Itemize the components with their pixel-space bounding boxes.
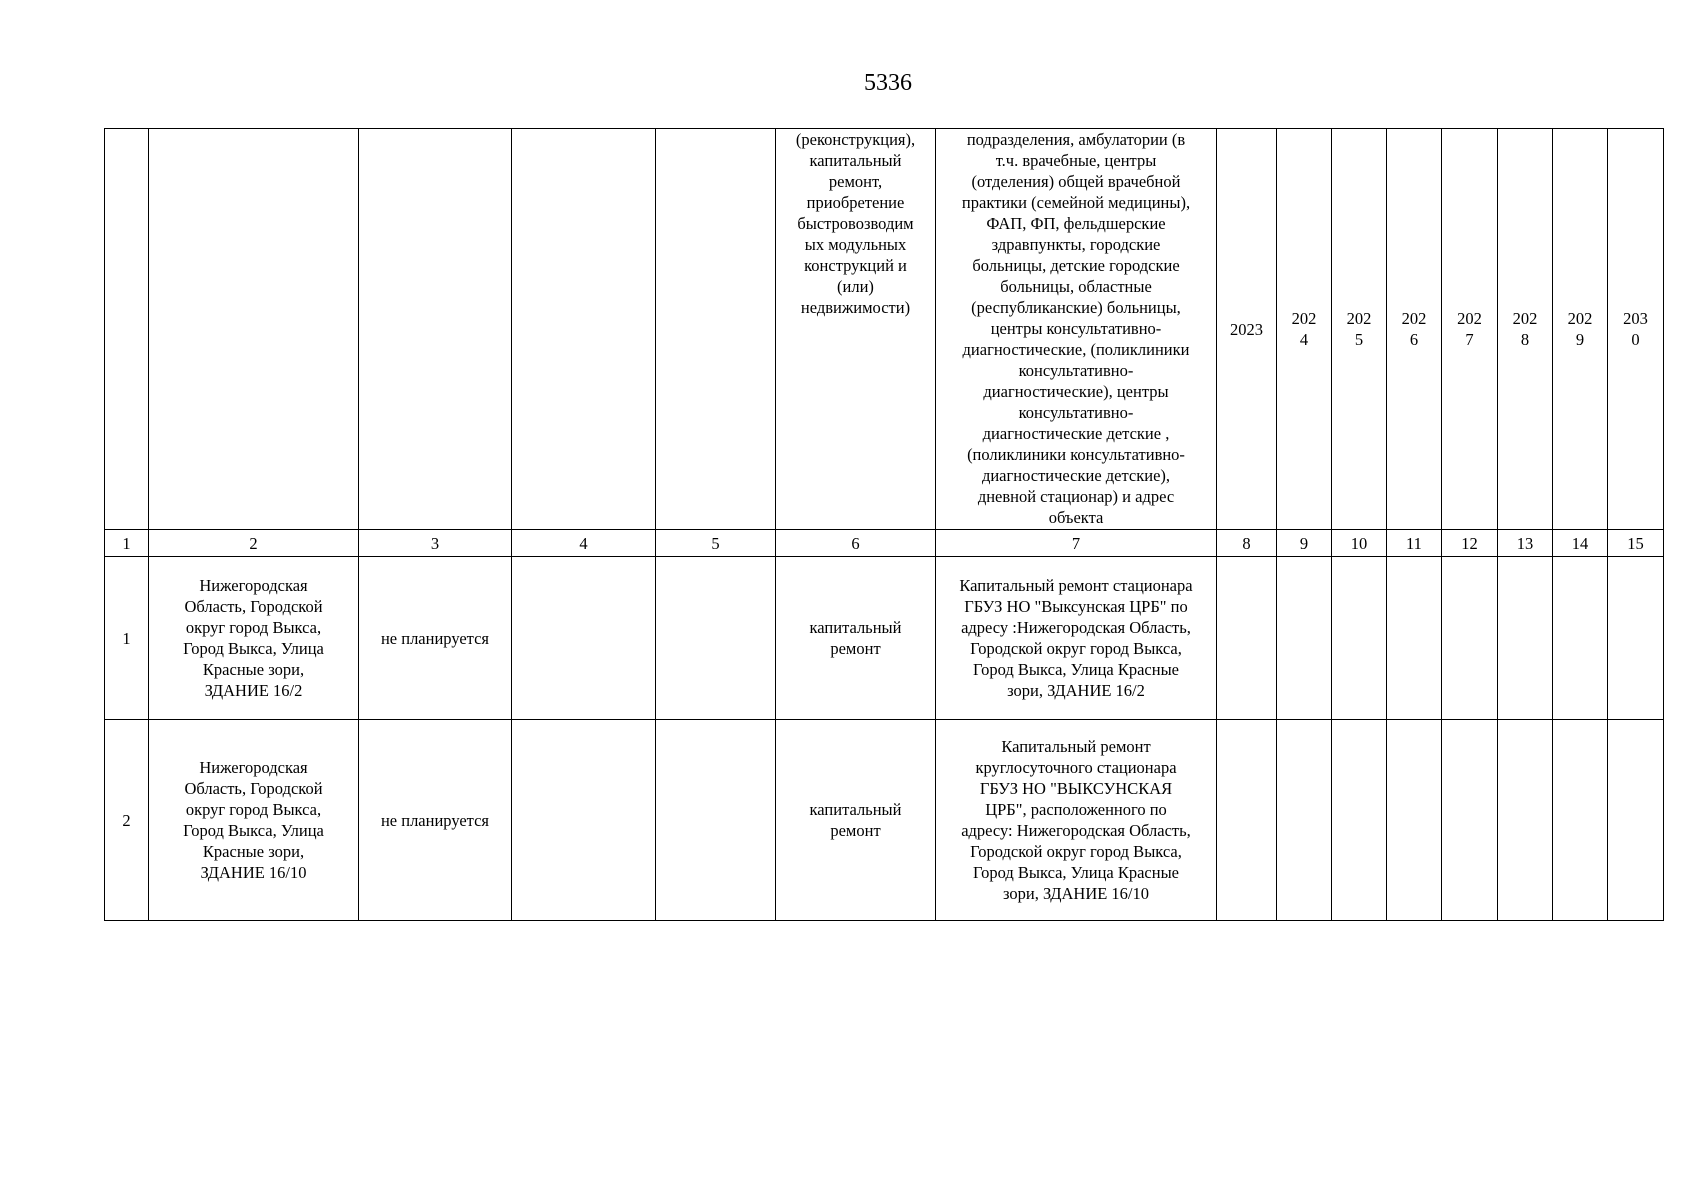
column-number: 3 — [359, 530, 512, 557]
description-cell: Капитальный ремонт круглосуточного стационара ГБУЗ НО "ВЫКСУНСКАЯ ЦРБ", расположенного по адресу: Нижегородская Область, Городской округ город Выкса, Город Выкса, Улица Красные зори, ЗДАНИЕ 16/10 — [936, 720, 1217, 921]
column-number: 1 — [105, 530, 149, 557]
column-number: 15 — [1608, 530, 1664, 557]
column-number: 2 — [149, 530, 359, 557]
header-cell-4 — [512, 129, 656, 530]
column-number-row — [105, 530, 1664, 557]
plan-cell: не планируется — [359, 720, 512, 921]
header-year-cell: 202 7 — [1442, 129, 1498, 530]
year-cell — [1387, 557, 1442, 720]
work-type-cell: капитальный ремонт — [776, 557, 936, 720]
header-cell-1 — [105, 129, 149, 530]
year-cell — [1608, 720, 1664, 921]
header-year-cell: 202 4 — [1277, 129, 1332, 530]
header-year-cell: 202 9 — [1553, 129, 1608, 530]
row-number: 2 — [105, 720, 149, 921]
year-cell — [1217, 720, 1277, 921]
year-cell — [1217, 557, 1277, 720]
header-cell-2 — [149, 129, 359, 530]
year-cell — [1498, 557, 1553, 720]
description-cell: Капитальный ремонт стационара ГБУЗ НО "Выксунская ЦРБ" по адресу :Нижегородская Область, Городской округ город Выкса, Город Выкса, Улица Красные зори, ЗДАНИЕ 16/2 — [936, 557, 1217, 720]
header-year-cell: 202 8 — [1498, 129, 1553, 530]
address-cell: Нижегородская Область, Городской округ город Выкса, Город Выкса, Улица Красные зори, ЗДАНИЕ 16/10 — [149, 720, 359, 921]
header-cell-5 — [656, 129, 776, 530]
address-cell: Нижегородская Область, Городской округ город Выкса, Город Выкса, Улица Красные зори, ЗДАНИЕ 16/2 — [149, 557, 359, 720]
year-cell — [1553, 557, 1608, 720]
header-cell-7: подразделения, амбулатории (в т.ч. врачебные, центры (отделения) общей врачебной практики (семейной медицины), ФАП, ФП, фельдшерские здравпункты, городские больницы, детские городские больницы, областные (республиканские) больницы, центры консультативно- диагностические, (поликлиники консультативно- диагностические), центры консультативно- диагностические детские , (поликлиники консультативно- диагностические детские), дневной стационар) и адрес объекта — [936, 129, 1217, 530]
year-cell — [1332, 557, 1387, 720]
year-cell — [1442, 557, 1498, 720]
empty-cell — [512, 720, 656, 921]
column-number: 8 — [1217, 530, 1277, 557]
year-cell — [1387, 720, 1442, 921]
header-row — [105, 129, 1664, 530]
year-cell — [1608, 557, 1664, 720]
year-cell — [1277, 557, 1332, 720]
column-number: 6 — [776, 530, 936, 557]
year-cell — [1277, 720, 1332, 921]
table-row — [105, 720, 1664, 921]
table-row — [105, 557, 1664, 720]
facility-table — [104, 128, 1664, 921]
empty-cell — [656, 720, 776, 921]
header-year-cell: 202 6 — [1387, 129, 1442, 530]
year-cell — [1498, 720, 1553, 921]
header-year-cell: 2023 — [1217, 129, 1277, 530]
header-year-cell: 203 0 — [1608, 129, 1664, 530]
row-number: 1 — [105, 557, 149, 720]
column-number: 5 — [656, 530, 776, 557]
column-number: 14 — [1553, 530, 1608, 557]
column-number: 11 — [1387, 530, 1442, 557]
work-type-cell: капитальный ремонт — [776, 720, 936, 921]
plan-cell: не планируется — [359, 557, 512, 720]
header-year-cell: 202 5 — [1332, 129, 1387, 530]
column-number: 7 — [936, 530, 1217, 557]
year-cell — [1442, 720, 1498, 921]
year-cell — [1553, 720, 1608, 921]
column-number: 4 — [512, 530, 656, 557]
column-number: 10 — [1332, 530, 1387, 557]
empty-cell — [656, 557, 776, 720]
page-number: 5336 — [864, 70, 912, 96]
column-number: 9 — [1277, 530, 1332, 557]
year-cell — [1332, 720, 1387, 921]
column-number: 13 — [1498, 530, 1553, 557]
header-cell-6: (реконструкция), капитальный ремонт, приобретение быстровозводим ых модульных конструкций и (или) недвижимости) — [776, 129, 936, 530]
header-cell-3 — [359, 129, 512, 530]
empty-cell — [512, 557, 656, 720]
column-number: 12 — [1442, 530, 1498, 557]
